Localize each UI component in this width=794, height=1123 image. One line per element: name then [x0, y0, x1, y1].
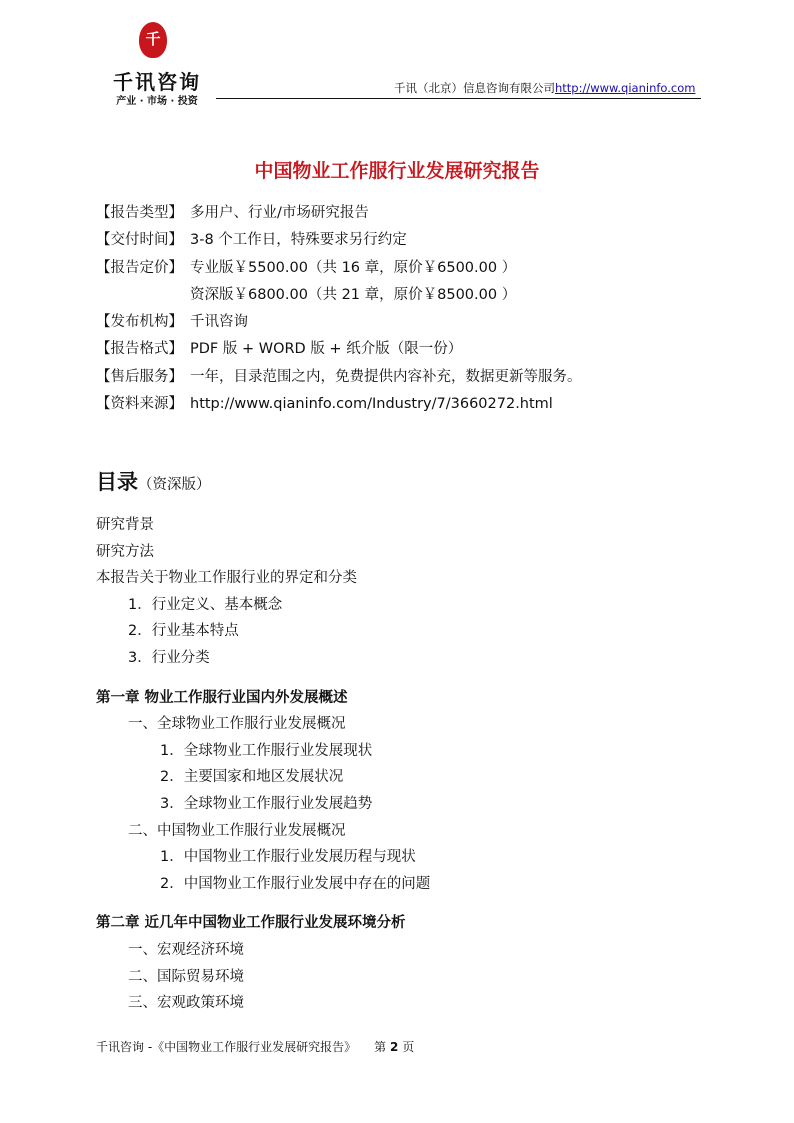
info-value: 3-8 个工作日，特殊要求另行约定 — [190, 232, 407, 249]
toc-section: 三、宏观政策环境 — [128, 995, 244, 1012]
info-label: 【资料来源】 — [96, 396, 183, 413]
toc-item: 研究方法 — [96, 543, 154, 560]
report-title: 中国物业工作服行业发展研究报告 — [254, 160, 540, 182]
company-link[interactable]: http://www.qianinfo.com — [555, 81, 696, 95]
info-row — [96, 311, 716, 338]
info-value: 资深版￥6800.00（共 21 章，原价￥8500.00 ） — [190, 286, 517, 303]
info-row — [96, 202, 716, 229]
info-row — [96, 229, 716, 256]
info-value: http://www.qianinfo.com/Industry/7/3660272.html — [190, 396, 553, 413]
toc-section: 二、国际贸易环境 — [128, 968, 244, 985]
page-suffix: 页 — [402, 1040, 415, 1054]
info-row — [96, 338, 716, 365]
report-info — [96, 202, 716, 420]
toc-title: 目录 — [96, 470, 138, 494]
header-company-info — [394, 80, 695, 96]
toc-section: 二、中国物业工作服行业发展概况 — [128, 822, 346, 839]
info-value: 多用户、行业/市场研究报告 — [190, 205, 369, 221]
toc-item: 本报告关于物业工作服行业的界定和分类 — [96, 570, 357, 587]
toc-subsection: 1．全球物业工作服行业发展现状 — [160, 742, 373, 759]
page-number: 2 — [390, 1040, 399, 1054]
page-header — [0, 0, 794, 110]
company-name: 千讯（北京）信息咨询有限公司 — [394, 81, 555, 95]
info-label: 【售后服务】 — [96, 368, 183, 385]
toc-subsection: 3．全球物业工作服行业发展趋势 — [160, 795, 373, 812]
toc-heading — [96, 466, 211, 496]
info-row — [96, 284, 716, 311]
toc-subsection: 2．中国物业工作服行业发展中存在的问题 — [160, 875, 431, 892]
info-row — [96, 257, 716, 284]
info-value: 千讯咨询 — [190, 314, 248, 331]
company-logo — [92, 22, 222, 108]
footer-doc-ref: 千讯咨询 -《中国物业工作服行业发展研究报告》 — [96, 1040, 357, 1054]
toc-section: 一、宏观经济环境 — [128, 941, 244, 958]
seal-char: 千 — [145, 30, 161, 48]
toc-section: 1．行业定义、基本概念 — [128, 596, 283, 613]
header-divider — [216, 98, 701, 99]
info-label: 【报告格式】 — [96, 341, 183, 358]
toc-section: 一、全球物业工作服行业发展概况 — [128, 716, 346, 733]
table-of-contents — [96, 514, 716, 1019]
toc-section: 3．行业分类 — [128, 649, 210, 666]
info-label: 【报告类型】 — [96, 205, 183, 221]
toc-section: 2．行业基本特点 — [128, 623, 239, 640]
info-value: 一年，目录范围之内，免费提供内容补充，数据更新等服务。 — [190, 368, 582, 385]
toc-subtitle: （资深版） — [138, 477, 211, 493]
toc-item: 研究背景 — [96, 517, 154, 533]
page-footer — [96, 1038, 414, 1055]
info-label: 【交付时间】 — [96, 232, 183, 249]
toc-subsection: 2．主要国家和地区发展状况 — [160, 769, 344, 786]
brand-name: 千讯咨询 — [113, 70, 201, 94]
page-number-label — [374, 1040, 414, 1054]
seal-icon — [139, 22, 167, 58]
toc-chapter: 第一章 物业工作服行业国内外发展概述 — [96, 689, 348, 706]
toc-chapter: 第二章 近几年中国物业工作服行业发展环境分析 — [96, 915, 406, 932]
info-value: PDF 版 + WORD 版 + 纸介版（限一份） — [190, 341, 463, 358]
info-row — [96, 393, 716, 420]
info-row — [96, 366, 716, 393]
info-label: 【报告定价】 — [96, 259, 183, 276]
brand-tagline: 产业 · 市场 · 投资 — [116, 96, 198, 107]
info-label: 【发布机构】 — [96, 314, 183, 331]
info-value: 专业版￥5500.00（共 16 章，原价￥6500.00 ） — [190, 259, 517, 276]
toc-subsection: 1．中国物业工作服行业发展历程与现状 — [160, 849, 416, 866]
page-prefix: 第 — [374, 1040, 387, 1054]
